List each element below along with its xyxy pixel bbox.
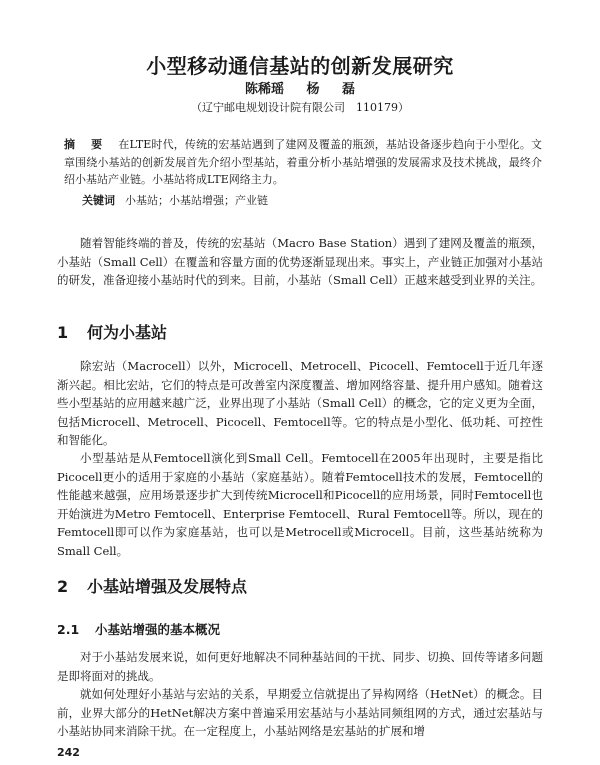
section-1-paragraph-2: 小型基站是从Femtocell演化到Small Cell。Femtocell在2005年出现时，主要是指比Picocell更小的适用于家庭的小基站（家庭基站）。随着Femtocell技术的发展，Femtocell的性能越来越强，应用场景逐步扩大到传统Microcell和Picocell的应用场景，同时Femtocell也开始演进为Metro Femtocell、Enterprise Femtocell、Rural Femtocell等。所以，现在的Femtocell即可以作为家庭基站，也可以是Metrocell或Microcell。目前，这些基站统称为Small Cell。 xyxy=(57,451,543,558)
keywords-text: 小基站；小基站增强；产业链 xyxy=(125,194,268,207)
subsection-2-1-paragraph-2: 就如何处理好小基站与宏站的关系，早期爱立信就提出了异构网络（HetNet）的概念。目前，业界大部分的HetNet解决方案中普遍采用宏基站与小基站同频组网的方式，通过宏基站与小基站协同来消除干扰。在一定程度上，小基站网络是宏基站的扩展和增 xyxy=(57,687,543,739)
abstract-label: 摘 要 xyxy=(64,138,109,151)
paper-title: 小型移动通信基站的创新发展研究 xyxy=(146,54,454,78)
intro-paragraph: 随着智能终端的普及，传统的宏基站（Macro Base Station）遇到了建网及覆盖的瓶颈，小基站（Small Cell）在覆盖和容量方面的优势逐渐显现出来。事实上，产业链正加强对小基站的研发，准备迎接小基站时代的到来。目前，小基站（Small Cell）正越来越受到业界的关注。 xyxy=(57,236,543,288)
section-1-number: 1 xyxy=(57,323,69,342)
abstract xyxy=(64,136,542,189)
section-2-heading xyxy=(57,574,247,597)
subsection-2-1-number: 2.1 xyxy=(57,622,80,637)
section-1-title: 何为小基站 xyxy=(87,323,168,342)
page-number: 242 xyxy=(57,746,80,759)
abstract-text: 在LTE时代，传统的宏基站遇到了建网及覆盖的瓶颈，基站设备逐步趋向于小型化。文章围绕小基站的创新发展首先介绍小型基站，着重分析小基站增强的发展需求及技术挑战，最终介绍小基站产业链。小基站将成LTE网络主力。 xyxy=(64,138,542,186)
subsection-2-1-title: 小基站增强的基本概况 xyxy=(95,622,221,637)
subsection-2-1-paragraph-1: 对于小基站发展来说，如何更好地解决不同种基站间的干扰、同步、切换、回传等诸多问题是即将面对的挑战。 xyxy=(57,650,543,683)
keywords xyxy=(82,192,542,209)
author-affiliation: （辽宁邮电规划设计院有限公司 110179） xyxy=(191,101,409,114)
section-2-title: 小基站增强及发展特点 xyxy=(87,577,248,596)
section-1-paragraph-1: 除宏站（Macrocell）以外，Microcell、Metrocell、Picocell、Femtocell于近几年逐渐兴起。相比宏站，它们的特点是可改善室内深度覆盖、增加网络容量、提升用户感知。随着这些小型基站的应用越来越广泛，业界出现了小基站（Small Cell）的概念，它的定义更为全面，包括Microcell、Metrocell、Picocell、Femtocell等。它的特点是小型化、低功耗、可控性和智能化。 xyxy=(57,359,543,448)
section-1-heading xyxy=(57,320,167,343)
subsection-2-1-heading xyxy=(57,620,220,638)
paper-authors: 陈稀瑶 杨 磊 xyxy=(244,82,356,97)
section-2-number: 2 xyxy=(57,577,69,596)
keywords-label: 关键词 xyxy=(82,194,115,207)
